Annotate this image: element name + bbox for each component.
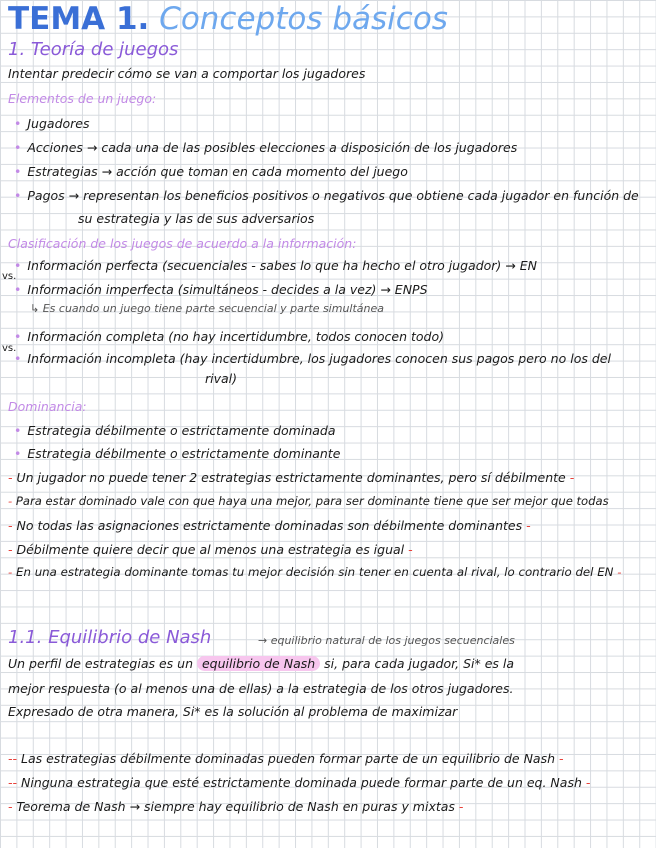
vs-label: vs. bbox=[2, 271, 17, 282]
dominance-label: Dominancia: bbox=[8, 399, 87, 414]
element-item: • Jugadores bbox=[14, 117, 90, 131]
section1-heading: 1. Teoría de juegos bbox=[8, 39, 179, 60]
info-item-continuation: rival) bbox=[205, 371, 238, 386]
element-item: • Pagos → representan los beneficios positivos o negativos que obtiene cada jugador en función de bbox=[14, 189, 639, 203]
info-subnote: ↳ Es cuando un juego tiene parte secuencial y parte simultánea bbox=[30, 302, 385, 315]
title-prefix: TEMA 1. bbox=[8, 1, 150, 37]
nash-note: -- Las estrategias débilmente dominadas pueden formar parte de un equilibrio de Nash - bbox=[8, 751, 564, 766]
nash-note: - Teorema de Nash → siempre hay equilibrio de Nash en puras y mixtas - bbox=[8, 799, 464, 814]
note-line: - Débilmente quiere decir que al menos una estrategia es igual - bbox=[8, 542, 413, 557]
element-item-continuation: su estrategia y las de sus adversarios bbox=[78, 211, 315, 226]
nash-note: -- Ninguna estrategia que esté estrictamente dominada puede formar parte de un eq. Nash - bbox=[8, 775, 591, 790]
note-line: - Para estar dominado vale con que haya una mejor, para ser dominante tiene que ser mejor que todas bbox=[8, 494, 609, 508]
nash-definition-line2: mejor respuesta (o al menos una de ellas) a la estrategia de los otros jugadores. bbox=[8, 681, 514, 696]
classification-label: Clasificación de los juegos de acuerdo a la información: bbox=[8, 236, 357, 251]
page-title bbox=[8, 2, 448, 36]
title-name: Conceptos básicos bbox=[159, 1, 448, 37]
dominance-item: • Estrategia débilmente o estrictamente dominada bbox=[14, 424, 336, 438]
elements-label: Elementos de un juego: bbox=[8, 91, 157, 106]
section2-side-note: → equilibrio natural de los juegos secuenciales bbox=[258, 634, 515, 647]
info-item: • Información incompleta (hay incertidumbre, los jugadores conocen sus pagos pero no los del bbox=[14, 352, 611, 366]
nash-highlight: equilibrio de Nash bbox=[197, 656, 320, 671]
info-item: • Información perfecta (secuenciales - sabes lo que ha hecho el otro jugador) → EN bbox=[14, 259, 537, 273]
note-line: - En una estrategia dominante tomas tu mejor decisión sin tener en cuenta al rival, lo contrario del EN - bbox=[8, 565, 622, 579]
note-line: - Un jugador no puede tener 2 estrategias estrictamente dominantes, pero sí débilmente - bbox=[8, 470, 575, 485]
nash-definition-line1: Un perfil de estrategias es un equilibrio de Nash si, para cada jugador, Si* es la bbox=[8, 656, 515, 671]
dominance-item: • Estrategia débilmente o estrictamente dominante bbox=[14, 447, 340, 461]
vs-label: vs. bbox=[2, 343, 17, 354]
section1-intro: Intentar predecir cómo se van a comportar los jugadores bbox=[8, 66, 366, 81]
info-item: • Información completa (no hay incertidumbre, todos conocen todo) bbox=[14, 330, 444, 344]
info-item: • Información imperfecta (simultáneos - decides a la vez) → ENPS bbox=[14, 283, 428, 297]
element-item: • Estrategias → acción que toman en cada momento del juego bbox=[14, 165, 408, 179]
element-item: • Acciones → cada una de las posibles elecciones a disposición de los jugadores bbox=[14, 141, 517, 155]
section2-heading: 1.1. Equilibrio de Nash bbox=[8, 627, 212, 648]
note-line: - No todas las asignaciones estrictamente dominadas son débilmente dominantes - bbox=[8, 518, 531, 533]
nash-definition-line3: Expresado de otra manera, Si* es la solución al problema de maximizar bbox=[8, 704, 458, 719]
